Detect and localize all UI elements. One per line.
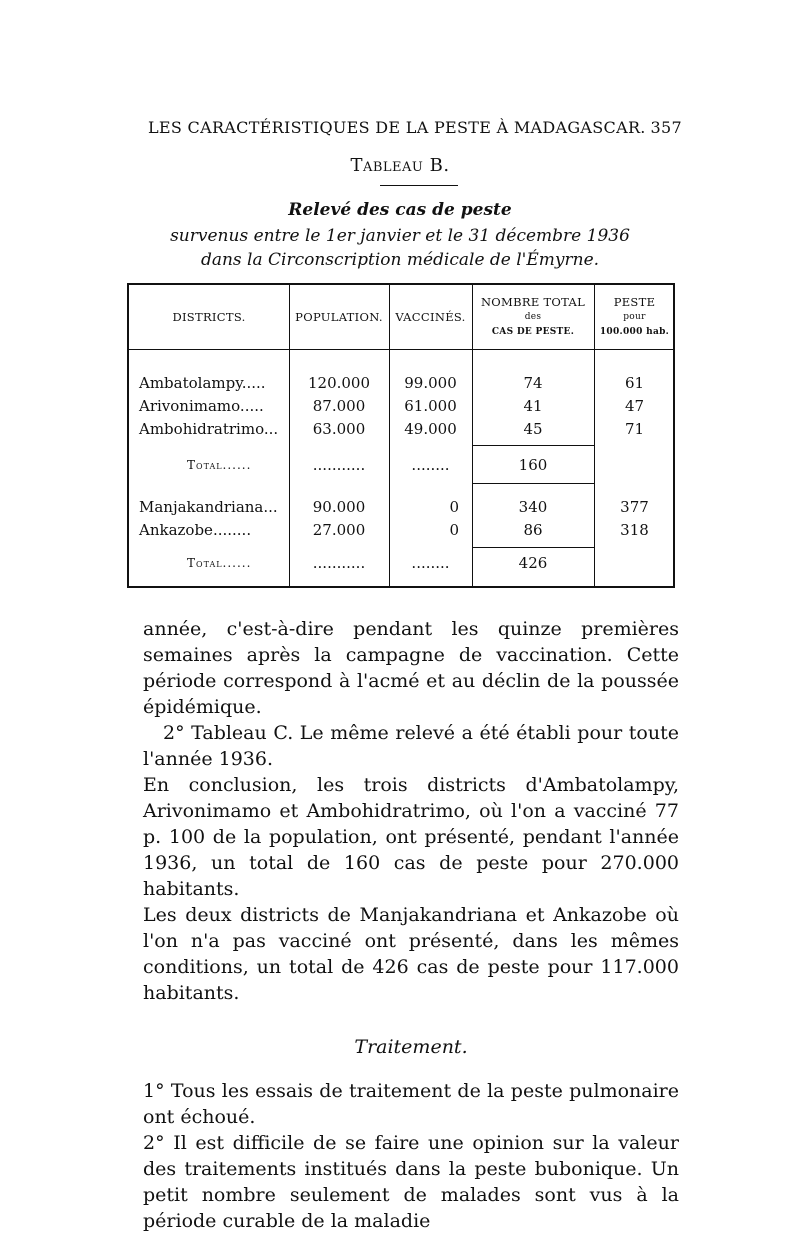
total-dots: ........... [312,456,366,474]
col-header-districts: DISTRICTS. [172,309,246,324]
row-population: 120.000 [307,374,371,392]
paragraph: Les deux districts de Manjakandriana et Ankazobe où l'on n'a pas vacciné ont présenté, dans les mêmes conditions, un total de 426 cas de peste pour 117.000 habitants. [143,904,679,1004]
row-rate: 71 [624,420,645,438]
row-cases: 340 [518,498,548,516]
col-header-total-cases: NOMBRE TOTAL des CAS DE PESTE. [480,294,586,337]
col-header-population: POPULATION. [295,309,383,324]
row-vaccines: 0 [449,498,459,516]
row-rate: 318 [620,521,649,539]
row-cases: 74 [523,374,543,392]
row-vaccines: 99.000 [404,374,457,392]
row-population: 87.000 [312,397,366,415]
total-label: Total...... [187,458,252,472]
col-header-vaccines: VACCINÉS. [395,309,466,324]
row-population: 27.000 [312,521,366,539]
row-cases: 41 [523,397,543,415]
row-cases: 86 [523,521,543,539]
paragraph: année, c'est-à-dire pendant les quinze premières semaines après la campagne de vaccination. Cette période correspond à l'acmé et au déclin de la poussée épidémique. [143,618,679,718]
table-caption-line2: survenus entre le 1er janvier et le 31 décembre 1936 [170,226,630,246]
row-district: Ambatolampy..... [139,374,266,392]
title-rule [380,185,458,186]
row-cases: 45 [523,420,543,438]
paragraph: 1° Tous les essais de traitement de la peste pulmonaire ont échoué. [143,1080,679,1128]
row-vaccines: 0 [449,521,459,539]
row-population: 63.000 [312,420,366,438]
paragraph: En conclusion, les trois districts d'Ambatolampy, Arivonimamo et Ambohidratrimo, où l'on a vacciné 77 p. 100 de la population, ont présenté, pendant l'année 1936, un total de 160 cas de peste pour 270.000 habitants. [143,774,679,900]
total-dots: ........ [411,456,450,474]
running-title: LES CARACTÉRISTIQUES DE LA PESTE À MADAGASCAR. [148,118,646,137]
row-district: Ankazobe........ [139,521,252,539]
paragraph: 2° Il est difficile de se faire une opinion sur la valeur des traitements institués dans la peste bubonique. Un petit nombre seulement de malades sont vus à la période curable de la maladie [143,1132,679,1232]
total-dots: ........... [312,554,366,572]
total-label: Total...... [187,556,252,570]
row-population: 90.000 [312,498,366,516]
body-text [143,616,679,1234]
paragraph: 2° Tableau C. Le même relevé a été établi pour toute l'année 1936. [143,722,679,770]
total-cases: 160 [518,456,548,474]
subtotal-rule [473,445,594,446]
row-vaccines: 49.000 [404,420,457,438]
row-district: Manjakandriana... [139,498,278,516]
row-vaccines: 61.000 [404,397,457,415]
running-header [148,118,682,137]
table-caption-line1: Relevé des cas de peste [288,200,512,220]
total-dots: ........ [411,554,450,572]
row-rate: 61 [624,374,645,392]
row-district: Arivonimamo..... [139,397,264,415]
header-rule [129,349,673,350]
row-rate: 377 [620,498,649,516]
page-number: 357 [650,118,682,137]
row-rate: 47 [624,397,645,415]
table-title: Tableau B. [350,155,450,176]
col-header-plague-rate: PESTE pour 100.000 hab. [599,294,670,337]
section-heading: Traitement. [354,1036,468,1058]
plague-cases-table [127,283,675,588]
subtotal-rule [473,483,594,484]
table-caption-line3: dans la Circonscription médicale de l'Émyrne. [200,250,600,270]
row-district: Ambohidratrimo... [139,420,279,438]
subtotal-rule [473,547,594,548]
total-cases: 426 [518,554,548,572]
